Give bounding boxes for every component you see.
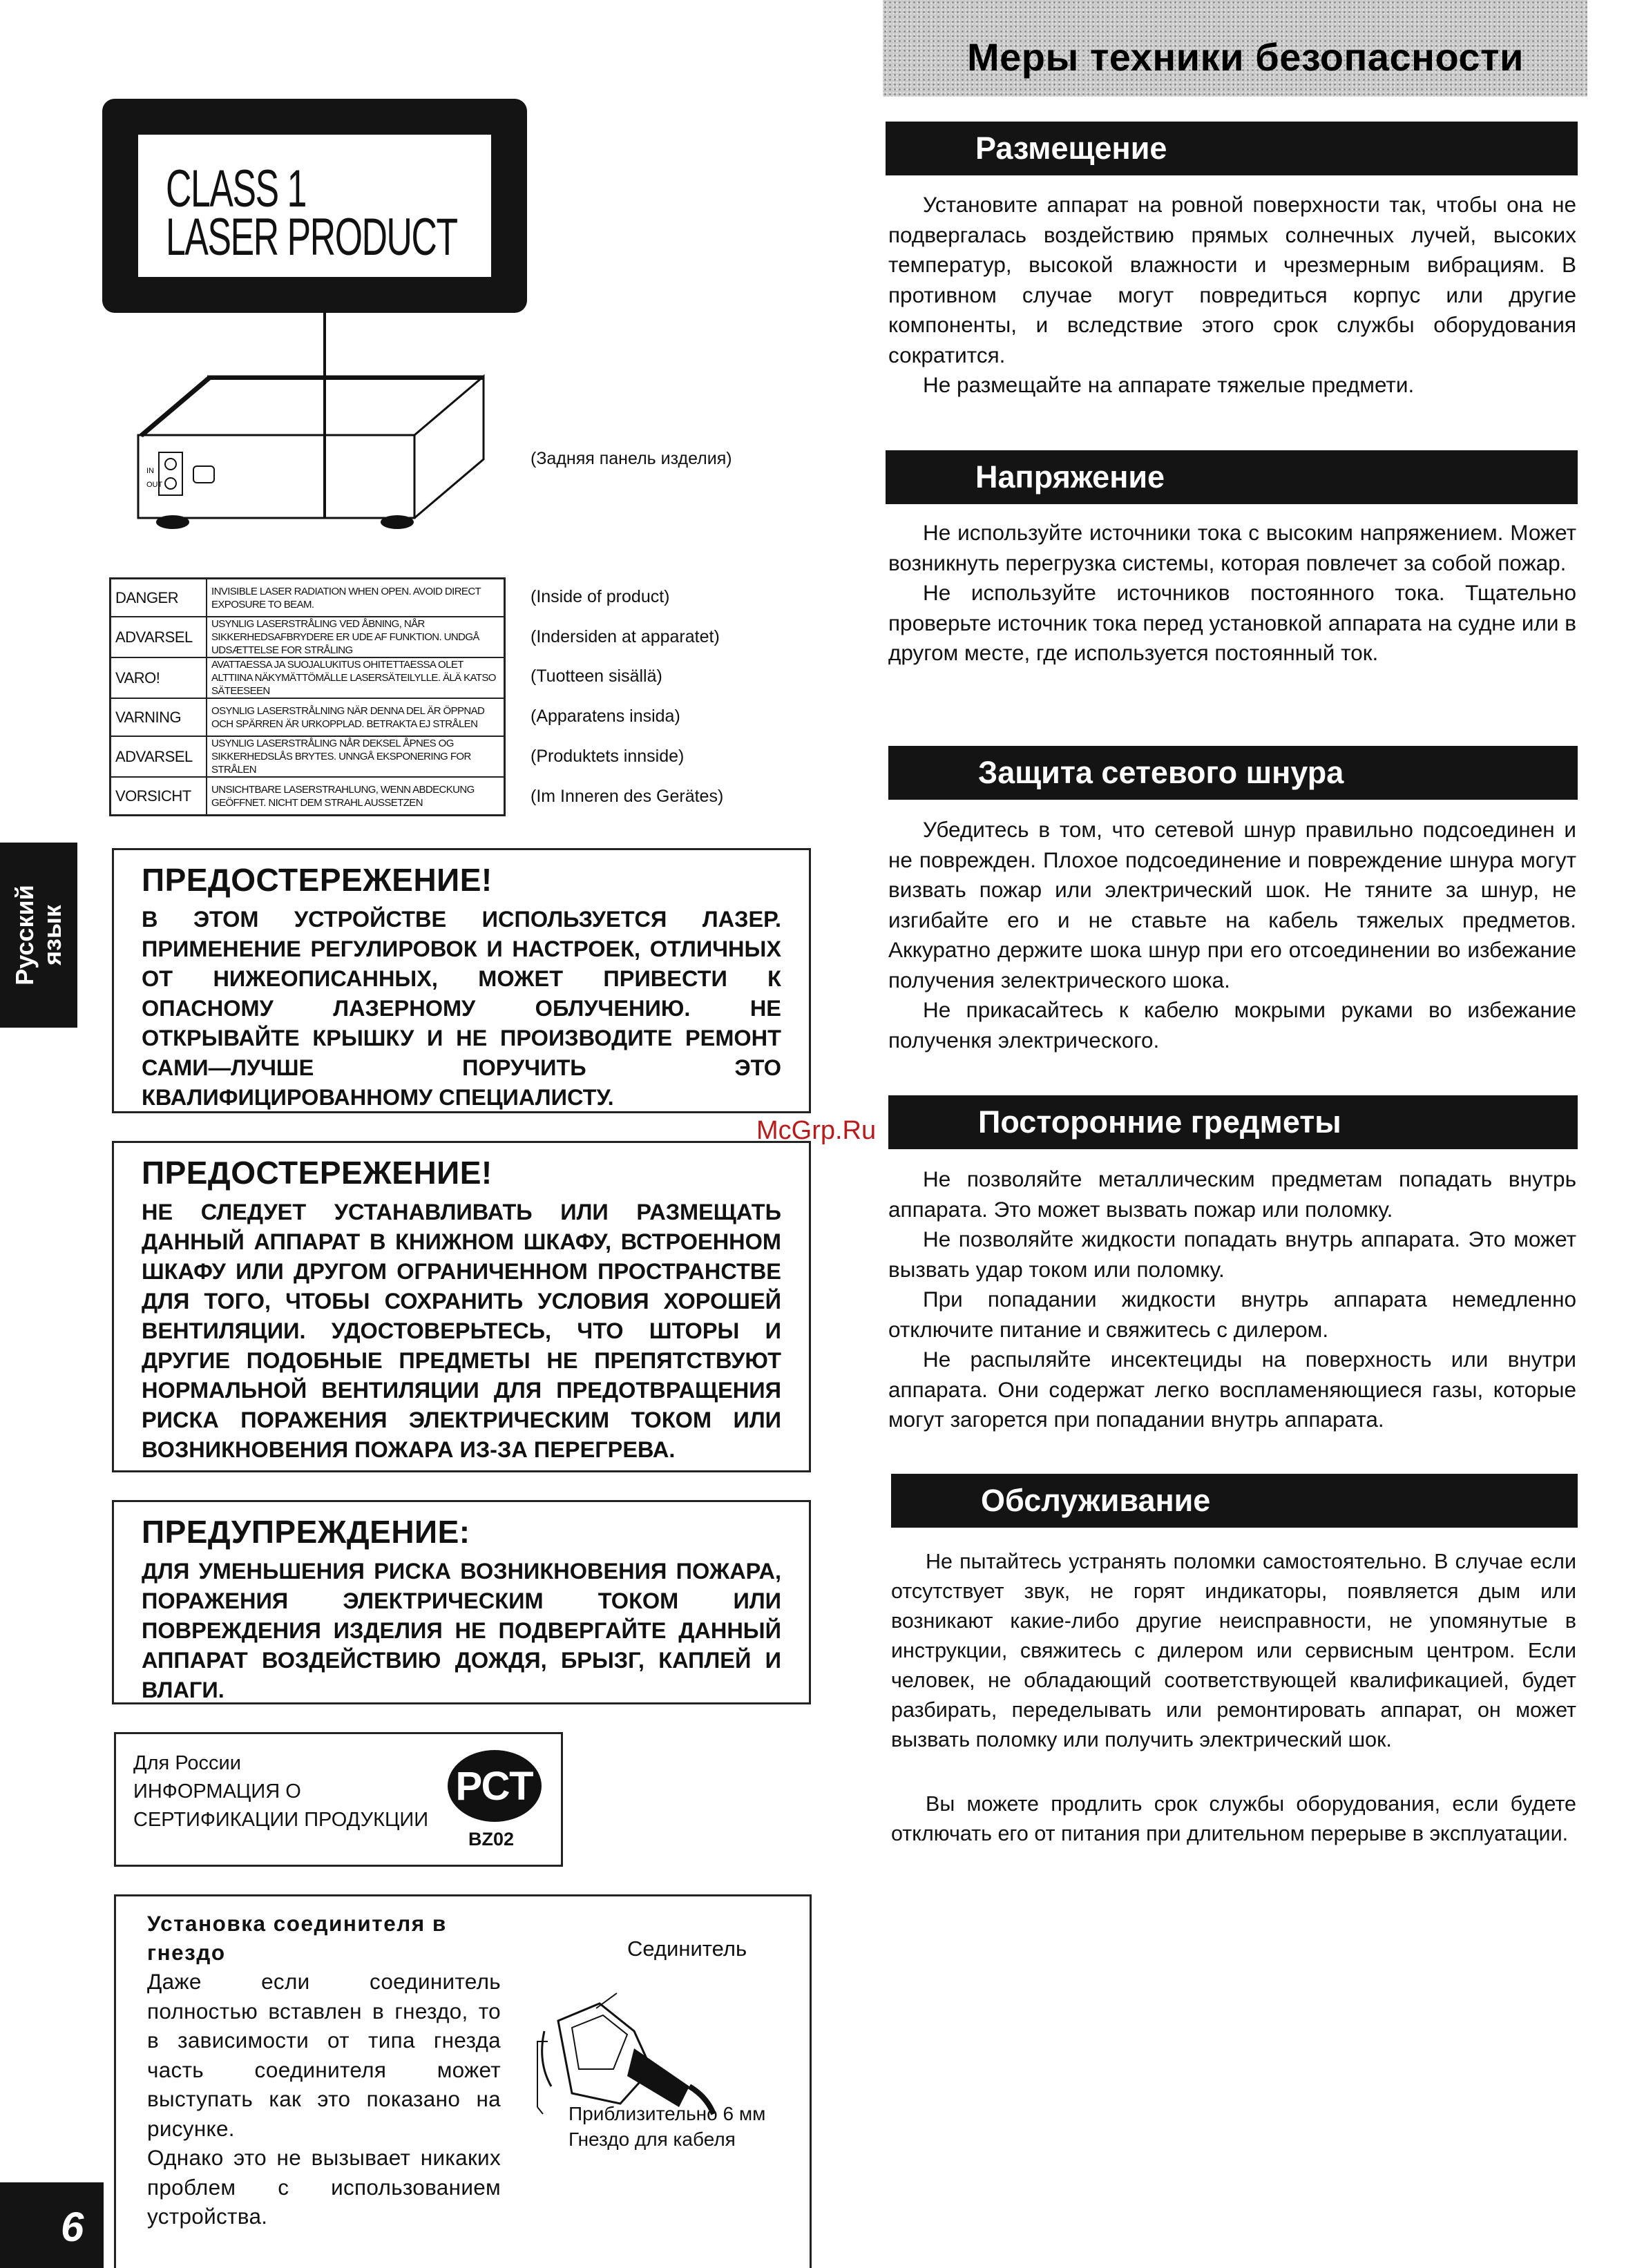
paragraph: Вы можете продлить срок службы оборудования, если будете отключать его от питания при длительном перерыве в эксплуатации.	[891, 1792, 1576, 1845]
section-header-cord: Защита сетевого шнура	[888, 746, 1578, 800]
paragraph: Не позволяйте металлическим предметам попадать внутрь аппарата. Это может вызвать пожар или поломку.	[888, 1166, 1576, 1222]
laser-class-label	[102, 99, 527, 313]
cert-line: СЕРТИФИКАЦИИ ПРОДУКЦИИ	[133, 1809, 429, 1831]
caution-title: ПРЕДОСТЕРЕЖЕНИЕ!	[142, 862, 493, 898]
laser-warning-table	[109, 577, 506, 816]
rear-panel-note: (Задняя панель изделия)	[531, 449, 732, 468]
warning-box-moisture	[112, 1500, 811, 1704]
label-connector: Сединитель	[627, 1937, 747, 1961]
cert-logo-letters: РСТ	[455, 1764, 534, 1809]
section-header-voltage: Напряжение	[886, 450, 1578, 504]
caution-box-ventilation	[112, 1141, 811, 1472]
table-row: VARO! AVATTAESSA JA SUOJALUKITUS OHITETTAESSA OLET ALTTIINA NÄKYMÄTTÖMÄLLE LASERSÄTEILYLLE. ÄLÄ KATSO SÄTEESEEN	[111, 657, 505, 698]
paragraph: Не используйте источники тока с высоким напряжением. Может возникнуть перегрузка системы, которая повлечет за собой пожар.	[888, 520, 1576, 575]
paragraph: Убедитесь в том, что сетевой шнур правильно подсоединен и не поврежден. Плохое подсоединение и повреждение шнура могут визвать пожар или электрический шок. Не тяните за шнур, не изгибайте его и не ставьте на кабель тяжелых предметов. Аккуратно держите шока шнур при его отсоединении во избежание получения зелектрического шока.	[888, 817, 1576, 992]
svg-text:IN: IN	[146, 467, 154, 475]
language-side-tab	[0, 843, 77, 1028]
paragraph: Не распыляйте инсектециды на поверхность или внутри аппарата. Они содержат легко воспламеняющиеся газы, которые могут загорется при попадании внутрь аппарата.	[888, 1347, 1576, 1432]
caution-text: НЕ СЛЕДУЕТ УСТАНАВЛИВАТЬ ИЛИ РАЗМЕЩАТЬ ДАННЫЙ АППАРАТ В КНИЖНОМ ШКАФУ, ВСТРОЕННОМ ШКАФУ ИЛИ ДРУГОМ ОГРАНИЧЕННОМ ПРОСТРАНСТВЕ ДЛЯ ТОГО, ЧТОБЫ СОХРАНИТЬ УСЛОВИЯ ХОРОШЕЙ ВЕНТИЛЯЦИИ. УДОСТОВЕРЬТЕСЬ, ЧТО ШТОРЫ И ДРУГИЕ ПОДОБНЫЕ ПРЕДМЕТЫ НЕ ПРЕПЯТСТВУЮТ НОРМАЛЬНОЙ ВЕНТИЛЯЦИИ ДЛЯ ПРЕДОТВРАЩЕНИЯ РИСКА ПОРАЖЕНИЯ ЭЛЕКТРИЧЕСКИМ ТОКОМ ИЛИ ВОЗНИКНОВЕНИЯ ПОЖАРА ИЗ-ЗА ПЕРЕГРЕВА.	[142, 1199, 781, 1462]
caution-title: ПРЕДОСТЕРЕЖЕНИЕ!	[142, 1155, 493, 1191]
caution-box-laser	[112, 848, 811, 1113]
section-header-placement: Размещение	[886, 122, 1578, 175]
section-header-maintenance: Обслуживание	[891, 1474, 1578, 1528]
paragraph: Не позволяйте жидкости попадать внутрь аппарата. Это может вызвать удар током или поломку.	[888, 1227, 1576, 1282]
paragraph: Не используйте источников постоянного тока. Тщательно проверьте источник тока перед установкой аппарата на судне или в другом месте, где используется постоянный ток.	[888, 580, 1576, 665]
table-row: ADVARSEL USYNLIG LASERSTRÅLING NÅR DEKSEL ÅPNES OG SIKKERHEDSLÅS BRYTES. UNNGÅ EKSPONERING FOR STRÅLEN	[111, 736, 505, 777]
cert-line: Для России	[133, 1752, 241, 1774]
laser-label-line1: CLASS 1	[166, 160, 307, 218]
warning-location-note: (Tuotteen sisällä)	[531, 666, 662, 686]
warning-location-note: (Inside of product)	[531, 587, 670, 606]
warning-location-note: (Produktets innside)	[531, 747, 685, 766]
paragraph: Не пытайтесь устранять поломки самостоятельно. В случае если отсутствует звук, не горят индикаторы, появляется дым или возникают какие-либо другие неисправности, не упомянутые в инструкции, свяжитесь с дилером или сервисным центром. Если человек, не обладающий соответствующей квалификацией, будет разбирать, переделывать или ремонтировать аппарат, он может вызвать поломку или получить электрический шок.	[891, 1550, 1576, 1751]
side-tab-label: Русский язык	[10, 885, 66, 986]
connector-title: Установка соединителя в гнездо	[147, 1911, 447, 1965]
section-body-placement	[888, 190, 1576, 401]
table-row: VARNING OSYNLIG LASERSTRÅLNING NÄR DENNA DEL ÄR ÖPPNAD OCH SPÄRREN ÄR URKOPPLAD. BETRAKTA EJ STRÅLEN	[111, 698, 505, 736]
paragraph: Не размещайте на аппарате тяжелые предмети.	[923, 372, 1415, 397]
cert-line: ИНФОРМАЦИЯ О	[133, 1780, 301, 1803]
section-body-foreign-objects	[888, 1164, 1576, 1435]
warning-location-note: (Im Inneren des Gerätes)	[531, 787, 724, 806]
page-number-tab	[0, 2182, 104, 2268]
page-number: 6	[61, 2204, 84, 2250]
section-body-voltage	[888, 518, 1576, 669]
table-row: VORSICHT UNSICHTBARE LASERSTRAHLUNG, WENN ABDECKUNG GEÖFFNET. NICHT DEM STRAHL AUSSETZEN	[111, 777, 505, 816]
cert-code: BZ02	[468, 1829, 515, 1849]
device-rear-panel-illustration	[124, 311, 525, 566]
section-body-maintenance	[891, 1547, 1576, 1849]
connector-text: Однако это не вызывает никаких проблем с использованием устройства.	[147, 2145, 501, 2229]
warning-location-note: (Apparatens insida)	[531, 707, 680, 726]
caution-text: ДЛЯ УМЕНЬШЕНИЯ РИСКА ВОЗНИКНОВЕНИЯ ПОЖАРА, ПОРАЖЕНИЯ ЭЛЕКТРИЧЕСКИМ ТОКОМ ИЛИ ПОВРЕЖДЕНИЯ ИЗДЕЛИЯ НЕ ПОДВЕРГАЙТЕ ДАННЫЙ АППАРАТ ВОЗДЕЙСТВИЮ ДОЖДЯ, БРЫЗГ, КАПЛЕЙ И ВЛАГИ.	[142, 1558, 781, 1702]
connector-note-box	[114, 1894, 812, 2268]
section-body-cord	[888, 815, 1576, 1055]
paragraph: Установите аппарат на ровной поверхности так, чтобы она не подвергалась воздействию прямых солнечных лучей, высоких температур, высокой влажности и чрезмерным вибрациям. В противном случае могут повредиться корпус или другие компоненты, и вследствие этого срок службы оборудования сократится.	[888, 192, 1576, 367]
caution-title: ПРЕДУПРЕЖДЕНИЕ:	[142, 1514, 470, 1550]
paragraph: При попадании жидкости внутрь аппарата немедленно отключите питание и свяжитесь с дилером.	[888, 1287, 1576, 1342]
svg-text:OUT: OUT	[146, 481, 163, 489]
page-title: Меры техники безопасности	[967, 35, 1524, 79]
table-row: ADVARSEL USYNLIG LASERSTRÅLING VED ÅBNING, NÅR SIKKERHEDSAFBRYDERE ER UDE AF FUNKTION. UNDGÅ UDSÆTTELSE FOR STRÅLING	[111, 617, 505, 657]
label-cable-socket: Гнездо для кабеля	[568, 2128, 736, 2150]
label-approx-6mm: Приблизительно 6 мм	[568, 2103, 766, 2124]
table-row: DANGER INVISIBLE LASER RADIATION WHEN OPEN. AVOID DIRECT EXPOSURE TO BEAM.	[111, 579, 505, 617]
section-header-foreign-objects: Посторонние гредметы	[888, 1095, 1578, 1149]
paragraph: Не прикасайтесь к кабелю мокрыми руками во избежание полученкя электрического.	[888, 997, 1576, 1053]
laser-label-line2: LASER PRODUCT	[166, 208, 457, 267]
watermark: McGrp.Ru	[756, 1116, 877, 1145]
connector-text: Даже если соединитель полностью вставлен в гнездо, то в зависимости от типа гнезда часть соединителя может выступать как это показано на рисунке.	[147, 1969, 501, 2141]
pct-certification-logo	[446, 1748, 543, 1824]
caution-text: В ЭТОМ УСТРОЙСТВЕ ИСПОЛЬЗУЕТСЯ ЛАЗЕР. ПРИМЕНЕНИЕ РЕГУЛИРОВОК И НАСТРОЕК, ОТЛИЧНЫХ ОТ НИЖЕОПИСАННЫХ, МОЖЕТ ПРИВЕСТИ К ОПАСНОМУ ЛАЗЕРНОМУ ОБЛУЧЕНИЮ. НЕ ОТКРЫВАЙТЕ КРЫШКУ И НЕ ПРОИЗВОДИТЕ РЕМОНТ САМИ—ЛУЧШЕ ПОРУЧИТЬ ЭТО КВАЛИФИЦИРОВАННОМУ СПЕЦИАЛИСТУ.	[142, 906, 781, 1110]
russia-certification-box	[114, 1732, 563, 1867]
warning-location-note: (Indersiden at apparatet)	[531, 627, 720, 646]
